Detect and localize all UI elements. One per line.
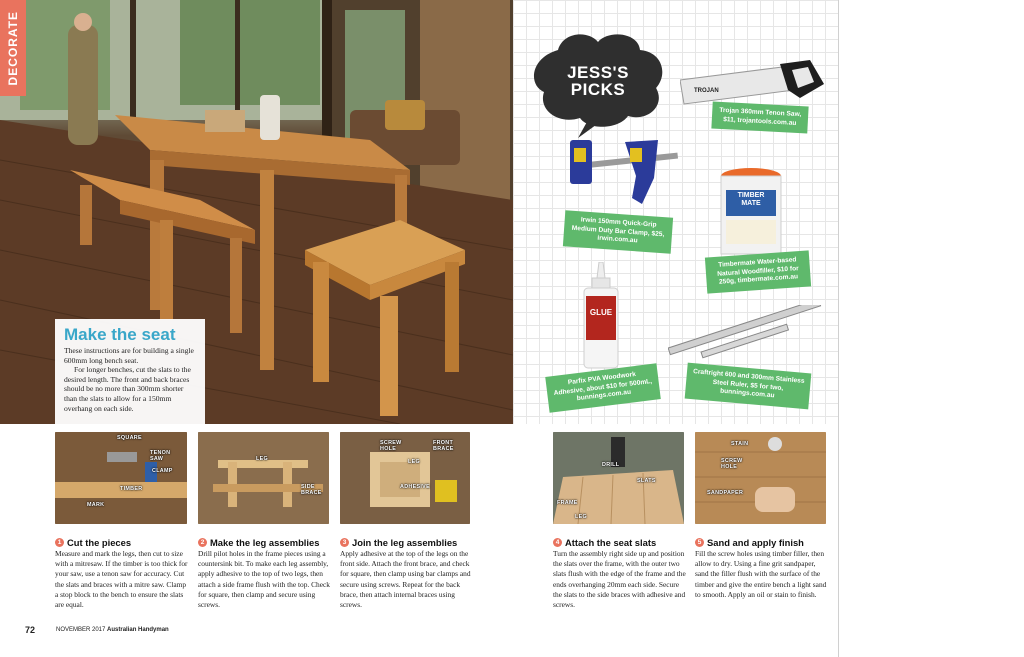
callout-stain: STAIN — [731, 441, 749, 447]
step-photo-5 — [695, 432, 826, 524]
callout-side-brace: SIDE BRACE — [301, 484, 322, 496]
step-number: 5 — [695, 538, 704, 547]
footer-date: NOVEMBER 2017 — [56, 627, 106, 633]
pick-label-filler: Timbermate Water-based Natural Woodfiller, $10 for 250g, timbermate.com.au — [705, 250, 811, 293]
section-tab — [0, 0, 26, 96]
make-the-seat-box — [55, 319, 205, 424]
picks-title — [528, 64, 668, 98]
footer-magazine: Australian Handyman — [107, 627, 169, 633]
step-body: Drill pilot holes in the frame pieces using a countersink bit. To make each leg assembly, apply adhesive to the top of two legs, then attach a side frame flush with the top. Check for square, then clamp and secure using screws. — [198, 549, 330, 610]
seat-title: Make the seat — [64, 325, 176, 344]
step-1 — [55, 536, 190, 610]
step-title: Cut the pieces — [67, 536, 132, 548]
saw-icon — [680, 60, 825, 110]
callout-drill: DRILL — [602, 462, 620, 468]
step-title: Make the leg assemblies — [210, 536, 320, 548]
bar-clamp-image — [570, 138, 682, 210]
page-edge-line — [838, 0, 839, 657]
glue-brand-label: GLUE — [589, 308, 613, 317]
callout-mark: MARK — [87, 502, 105, 508]
callout-timber: TIMBER — [120, 486, 143, 492]
picks-title-line2: PICKS — [570, 80, 626, 99]
step-number: 3 — [340, 538, 349, 547]
step-3 — [340, 536, 475, 610]
tub-icon — [720, 168, 782, 258]
callout-square: SQUARE — [117, 435, 142, 441]
callout-leg-4: LEG — [575, 514, 587, 520]
step-number: 2 — [198, 538, 207, 547]
step-title: Join the leg assemblies — [352, 536, 458, 548]
saw-brand-label: TROJAN — [694, 88, 719, 94]
callout-slats: SLATS — [637, 478, 656, 484]
callout-leg: LEG — [256, 456, 268, 462]
step-number: 4 — [553, 538, 562, 547]
pva-glue-image — [582, 262, 620, 370]
tenon-saw-image — [680, 60, 825, 110]
callout-clamp: CLAMP — [152, 468, 173, 474]
step-body: Turn the assembly right side up and position the slats over the frame, with the outer two slats flush with the edge of the frame and the ends overhanging 20mm each side. Secure the slats to the side braces with adhesive and screws. — [553, 549, 686, 610]
step-title: Attach the seat slats — [565, 536, 657, 548]
callout-screw-hole: SCREW HOLE — [380, 440, 402, 452]
pick-label-clamp: Irwin 150mm Quick-Grip Medium Duty Bar Clamp, $25, irwin.com.au — [563, 210, 673, 253]
step-photo-3 — [340, 432, 470, 524]
step-5 — [695, 536, 830, 600]
step-2 — [198, 536, 333, 610]
footer-issue — [56, 627, 169, 633]
section-tab-label: DECORATE — [6, 10, 20, 86]
step-body: Apply adhesive at the top of the legs on the front side. Attach the front brace, and check for square, then clamp using bar clamps and secure using screws. Repeat for the back brace, then attach internal braces using screws. — [340, 549, 471, 610]
callout-leg-3: LEG — [408, 459, 420, 465]
filler-brand-line1: TIMBER — [737, 192, 765, 199]
step-number: 1 — [55, 538, 64, 547]
woodfiller-image — [720, 168, 782, 258]
step-body: Fill the screw holes using timber filler, then allow to dry. Using a fine grit sandpaper, sand the filler flush with the surface of the timber and give the entire bench a light sand to smooth. Apply an oil or stain to finish. — [695, 549, 827, 599]
filler-brand-label — [726, 192, 776, 208]
callout-adhesive: ADHESIVE — [400, 484, 430, 490]
picks-cloud — [528, 30, 668, 140]
step-4 — [553, 536, 688, 610]
callout-front-brace: FRONT BRACE — [433, 440, 454, 452]
callout-sandpaper: SANDPAPER — [707, 490, 744, 496]
sanding-illustration — [695, 432, 826, 524]
page-number: 72 — [25, 625, 36, 635]
pick-label-glue: Parfix PVA Woodwork Adhesive, about $10 for 500mL, bunnings.com.au — [545, 363, 661, 412]
cutting-illustration — [55, 432, 187, 524]
picks-title-line1: JESS'S — [567, 63, 629, 82]
filler-brand-line2: MATE — [741, 200, 761, 207]
clamp-icon — [570, 138, 682, 210]
step-photo-4 — [553, 432, 684, 524]
seat-body: For longer benches, cut the slats to the desired length. The front and back braces should be no more than 300mm shorter than the slats to allow for a 150mm overhang on each side. — [64, 365, 191, 413]
callout-frame: FRAME — [557, 500, 578, 506]
steel-rulers-image — [668, 305, 826, 365]
step-body: Measure and mark the legs, then cut to size with a mitresaw. If the timber is too thick for your saw, use a tenon saw for accuracy. Cut the slats and braces with a mitre saw. Clamp a stop block to the bench to ensure the slats are equal. — [55, 549, 188, 610]
callout-tenon-saw: TENON SAW — [150, 450, 171, 462]
leg-assembly-illustration — [198, 432, 329, 524]
callout-screw-hole-5: SCREW HOLE — [721, 458, 743, 470]
step-photo-2 — [198, 432, 329, 524]
step-photo-1 — [55, 432, 187, 524]
ruler-icon — [668, 305, 826, 365]
pick-label-saw: Trojan 360mm Tenon Saw, $11, trojantools.com.au — [711, 102, 808, 134]
seat-slats-illustration — [553, 432, 684, 524]
step-title: Sand and apply finish — [707, 536, 804, 548]
seat-intro: These instructions are for building a single 600mm long bench seat. — [64, 346, 194, 365]
pick-label-ruler: Craftright 600 and 300mm Stainless Steel Ruler, $5 for two, bunnings.com.au — [685, 363, 812, 409]
